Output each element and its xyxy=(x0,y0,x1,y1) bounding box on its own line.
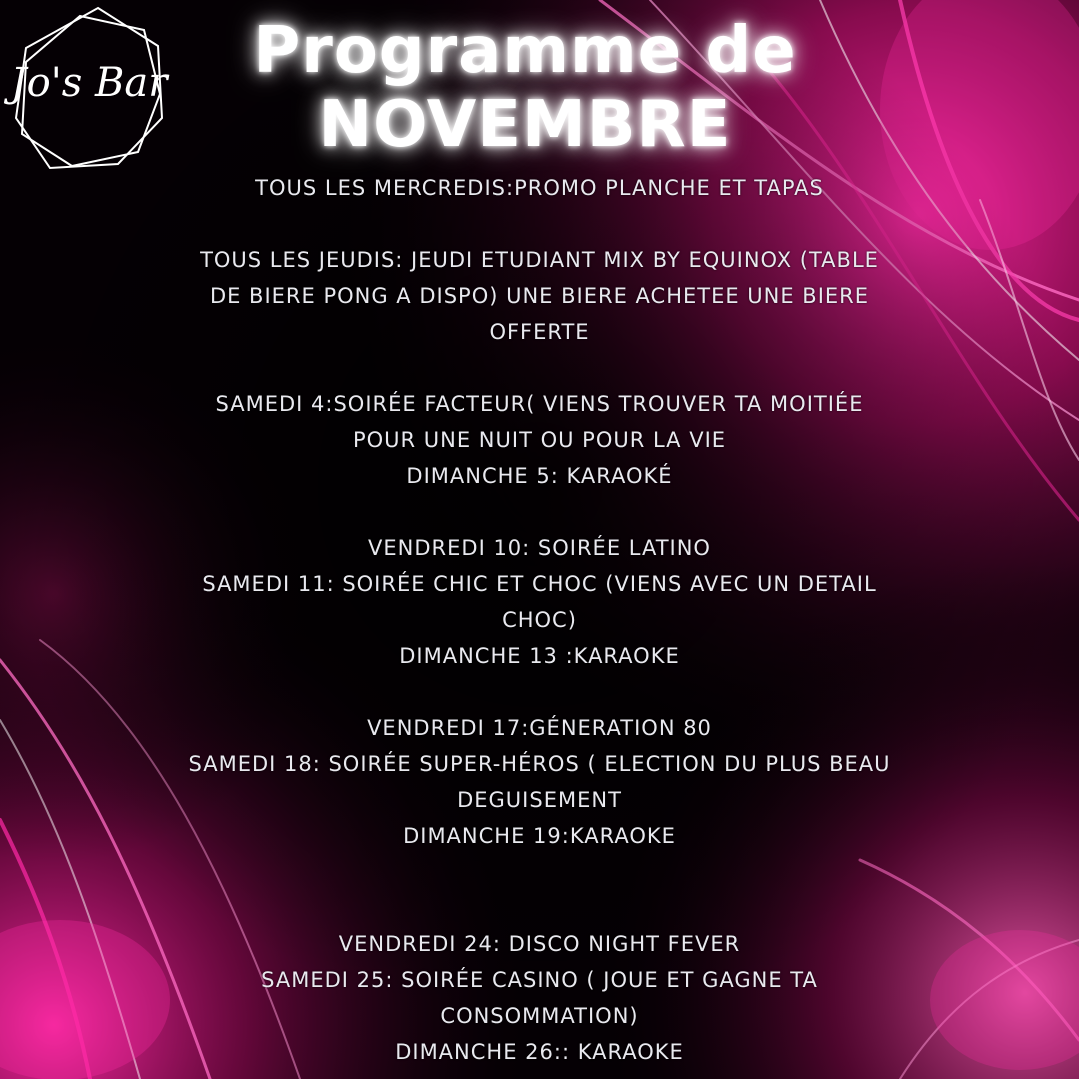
event-dimanche-19: DIMANCHE 19:KARAOKE xyxy=(403,824,676,848)
event-samedi-11-line-1: SAMEDI 11: SOIRÉE CHIC ET CHOC (VIENS AVEC UN DETAIL xyxy=(202,572,877,596)
event-samedi-25-line-1: SAMEDI 25: SOIRÉE CASINO ( JOUE ET GAGNE TA xyxy=(261,968,818,992)
event-samedi-4-line-2: POUR UNE NUIT OU POUR LA VIE xyxy=(352,428,727,452)
page-title xyxy=(180,14,870,162)
event-dimanche-13: DIMANCHE 13 :KARAOKE xyxy=(399,644,680,668)
event-jeudis-line-2: DE BIERE PONG A DISPO) UNE BIERE ACHETEE UNE BIERE xyxy=(209,284,870,308)
jos-bar-logo xyxy=(10,6,168,174)
event-jeudis-line-3: OFFERTE xyxy=(489,320,590,344)
title-line-1: Programme de xyxy=(253,14,797,88)
event-jeudis-line-1: TOUS LES JEUDIS: JEUDI ETUDIANT MIX BY EQUINOX (TABLE xyxy=(200,248,879,272)
event-vendredi-24: VENDREDI 24: DISCO NIGHT FEVER xyxy=(338,932,741,956)
event-samedi-4-line-1: SAMEDI 4:SOIRÉE FACTEUR( VIENS TROUVER TA MOITIÉE xyxy=(215,392,864,416)
event-samedi-18-line-2: DEGUISEMENT xyxy=(457,788,622,812)
event-dimanche-5: DIMANCHE 5: KARAOKÉ xyxy=(406,464,673,488)
logo-text: Jo's Bar xyxy=(10,60,168,106)
event-vendredi-10: VENDREDI 10: SOIRÉE LATINO xyxy=(368,536,711,560)
event-program xyxy=(0,170,1079,1070)
event-vendredi-17: VENDREDI 17:GÉNERATION 80 xyxy=(367,716,712,740)
title-line-2: NOVEMBRE xyxy=(318,88,732,162)
event-mercredis: TOUS LES MERCREDIS:PROMO PLANCHE ET TAPAS xyxy=(255,176,824,200)
event-samedi-25-line-2: CONSOMMATION) xyxy=(440,1004,639,1028)
event-dimanche-26: DIMANCHE 26:: KARAOKE xyxy=(395,1040,684,1064)
event-samedi-18-line-1: SAMEDI 18: SOIRÉE SUPER-HÉROS ( ELECTION DU PLUS BEAU xyxy=(188,752,891,776)
event-samedi-11-line-2: CHOC) xyxy=(502,608,577,632)
